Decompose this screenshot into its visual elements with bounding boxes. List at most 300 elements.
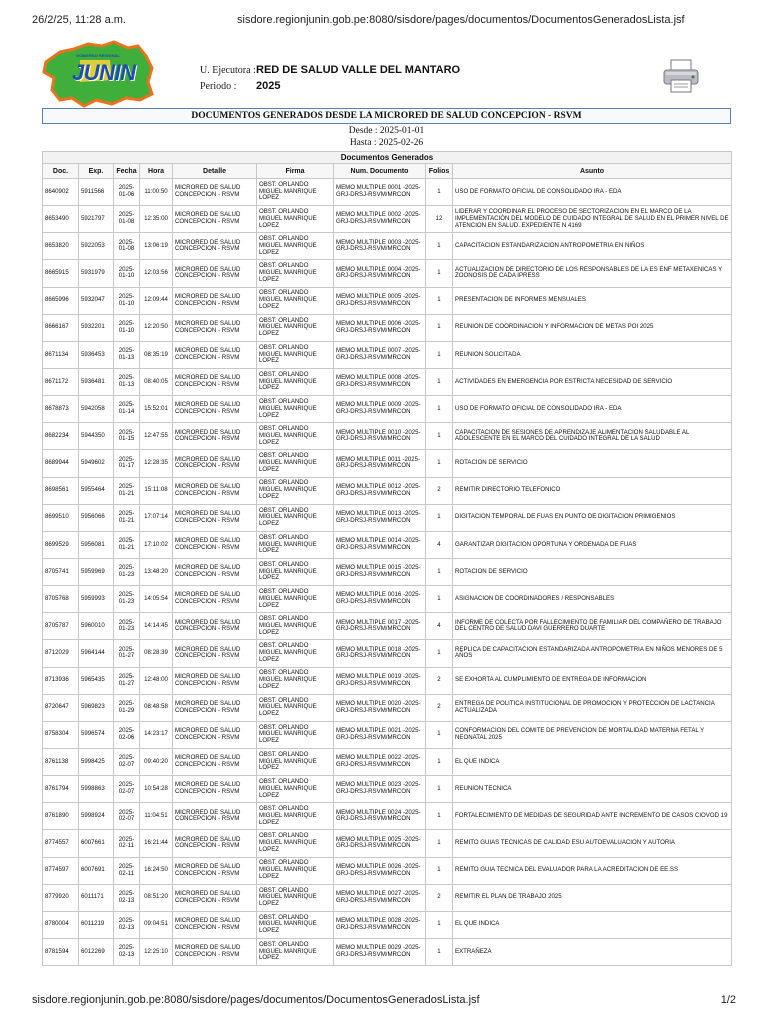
cell-folios: 1 bbox=[426, 640, 453, 667]
col-header-hora: Hora bbox=[140, 164, 173, 179]
cell-asunto: ACTUALIZACION DE DIRECTORIO DE LOS RESPONSABLES DE LA ES ENF METAXENICAS Y ZOONOSIS DE CADA IPRESS bbox=[453, 260, 732, 287]
cell-asunto: FORTALECIMIENTO DE MEDIDAS DE SEGURIDAD ANTE INCREMENTO DE CASOS CIOVOD 19 bbox=[453, 803, 732, 830]
table-row bbox=[43, 613, 732, 640]
table-row bbox=[43, 938, 732, 965]
cell-doc: 8699510 bbox=[43, 504, 79, 531]
cell-folios: 1 bbox=[426, 341, 453, 368]
cell-num-documento: MEMO MULTIPLE 0025 -2025-GRJ-DRSJ-RSVM/MRCON bbox=[334, 830, 426, 857]
cell-folios: 1 bbox=[426, 748, 453, 775]
printer-icon[interactable] bbox=[662, 58, 700, 94]
cell-exp: 5911566 bbox=[79, 179, 114, 206]
col-header-asunto: Asunto bbox=[453, 164, 732, 179]
cell-fecha: 2025- 01-14 bbox=[114, 396, 140, 423]
cell-detalle: MICRORED DE SALUD CONCEPCION - RSVM bbox=[173, 423, 257, 450]
cell-exp: 5959969 bbox=[79, 558, 114, 585]
cell-hora: 13:06:19 bbox=[140, 233, 173, 260]
cell-hora: 15:52:01 bbox=[140, 396, 173, 423]
cell-firma: OBST. ORLANDO MIGUEL MANRIQUE LOPEZ bbox=[257, 776, 334, 803]
cell-num-documento: MEMO MULTIPLE 0011 -2025-GRJ-DRSJ-RSVM/MRCON bbox=[334, 450, 426, 477]
cell-exp: 6007661 bbox=[79, 830, 114, 857]
cell-doc: 8761890 bbox=[43, 803, 79, 830]
cell-num-documento: MEMO MULTIPLE 0005 -2025-GRJ-DRSJ-RSVM/MRCON bbox=[334, 287, 426, 314]
cell-asunto: INFORME DE COLECTA POR FALLECIMIENTO DE FAMILIAR DEL COMPAÑERO DE TRABAJO DEL CENTRO DE SALUD DAVI GUERRERO DUARTE bbox=[453, 613, 732, 640]
cell-fecha: 2025- 02-11 bbox=[114, 830, 140, 857]
table-row bbox=[43, 667, 732, 694]
cell-hora: 12:47:55 bbox=[140, 423, 173, 450]
col-header-fecha: Fecha bbox=[114, 164, 140, 179]
cell-folios: 2 bbox=[426, 694, 453, 721]
cell-firma: OBST. ORLANDO MIGUEL MANRIQUE LOPEZ bbox=[257, 938, 334, 965]
cell-fecha: 2025- 01-15 bbox=[114, 423, 140, 450]
cell-detalle: MICRORED DE SALUD CONCEPCION - RSVM bbox=[173, 667, 257, 694]
cell-num-documento: MEMO MULTIPLE 0003 -2025-GRJ-DRSJ-RSVM/MRCON bbox=[334, 233, 426, 260]
cell-firma: OBST. ORLANDO MIGUEL MANRIQUE LOPEZ bbox=[257, 694, 334, 721]
cell-firma: OBST. ORLANDO MIGUEL MANRIQUE LOPEZ bbox=[257, 206, 334, 233]
cell-detalle: MICRORED DE SALUD CONCEPCION - RSVM bbox=[173, 206, 257, 233]
cell-num-documento: MEMO MULTIPLE 0001 -2025-GRJ-DRSJ-RSVM/MRCON bbox=[334, 179, 426, 206]
cell-firma: OBST. ORLANDO MIGUEL MANRIQUE LOPEZ bbox=[257, 423, 334, 450]
cell-folios: 1 bbox=[426, 558, 453, 585]
cell-fecha: 2025- 01-06 bbox=[114, 179, 140, 206]
cell-fecha: 2025- 01-21 bbox=[114, 504, 140, 531]
cell-exp: 5969823 bbox=[79, 694, 114, 721]
cell-detalle: MICRORED DE SALUD CONCEPCION - RSVM bbox=[173, 776, 257, 803]
cell-doc: 8705768 bbox=[43, 586, 79, 613]
cell-detalle: MICRORED DE SALUD CONCEPCION - RSVM bbox=[173, 531, 257, 558]
table-row bbox=[43, 287, 732, 314]
periodo-row bbox=[200, 76, 460, 92]
cell-firma: OBST. ORLANDO MIGUEL MANRIQUE LOPEZ bbox=[257, 396, 334, 423]
cell-firma: OBST. ORLANDO MIGUEL MANRIQUE LOPEZ bbox=[257, 450, 334, 477]
cell-folios: 2 bbox=[426, 667, 453, 694]
cell-num-documento: MEMO MULTIPLE 0006 -2025-GRJ-DRSJ-RSVM/MRCON bbox=[334, 314, 426, 341]
cell-num-documento: MEMO MULTIPLE 0014 -2025-GRJ-DRSJ-RSVM/MRCON bbox=[334, 531, 426, 558]
cell-asunto: DIGITACION TEMPORAL DE FUAS EN PUNTO DE DIGITACION PRIMIGENIOS bbox=[453, 504, 732, 531]
table-row bbox=[43, 748, 732, 775]
cell-detalle: MICRORED DE SALUD CONCEPCION - RSVM bbox=[173, 179, 257, 206]
cell-doc: 8761794 bbox=[43, 776, 79, 803]
cell-hora: 10:54:28 bbox=[140, 776, 173, 803]
cell-num-documento: MEMO MULTIPLE 0012 -2025-GRJ-DRSJ-RSVM/MRCON bbox=[334, 477, 426, 504]
cell-folios: 1 bbox=[426, 857, 453, 884]
col-header-folios: Folios bbox=[426, 164, 453, 179]
cell-fecha: 2025- 02-13 bbox=[114, 911, 140, 938]
table-row bbox=[43, 260, 732, 287]
cell-hora: 09:40:20 bbox=[140, 748, 173, 775]
cell-exp: 5936481 bbox=[79, 368, 114, 395]
cell-firma: OBST. ORLANDO MIGUEL MANRIQUE LOPEZ bbox=[257, 233, 334, 260]
cell-detalle: MICRORED DE SALUD CONCEPCION - RSVM bbox=[173, 504, 257, 531]
table-row bbox=[43, 776, 732, 803]
logo-top-text: GOBIERNO REGIONAL bbox=[76, 53, 121, 58]
cell-firma: OBST. ORLANDO MIGUEL MANRIQUE LOPEZ bbox=[257, 368, 334, 395]
cell-detalle: MICRORED DE SALUD CONCEPCION - RSVM bbox=[173, 450, 257, 477]
cell-firma: OBST. ORLANDO MIGUEL MANRIQUE LOPEZ bbox=[257, 260, 334, 287]
cell-firma: OBST. ORLANDO MIGUEL MANRIQUE LOPEZ bbox=[257, 884, 334, 911]
cell-folios: 12 bbox=[426, 206, 453, 233]
cell-folios: 1 bbox=[426, 314, 453, 341]
cell-exp: 5998425 bbox=[79, 748, 114, 775]
cell-firma: OBST. ORLANDO MIGUEL MANRIQUE LOPEZ bbox=[257, 504, 334, 531]
cell-folios: 2 bbox=[426, 477, 453, 504]
cell-hora: 08:40:05 bbox=[140, 368, 173, 395]
cell-asunto: GARANTIZAR DIGITACION OPORTUNA Y ORDENADA DE FUAS bbox=[453, 531, 732, 558]
cell-detalle: MICRORED DE SALUD CONCEPCION - RSVM bbox=[173, 748, 257, 775]
cell-asunto: ROTACION DE SERVICIO bbox=[453, 558, 732, 585]
cell-exp: 5921797 bbox=[79, 206, 114, 233]
cell-folios: 1 bbox=[426, 179, 453, 206]
cell-doc: 8713936 bbox=[43, 667, 79, 694]
cell-hora: 11:04:51 bbox=[140, 803, 173, 830]
cell-doc: 8720647 bbox=[43, 694, 79, 721]
cell-fecha: 2025- 01-23 bbox=[114, 558, 140, 585]
cell-hora: 15:11:08 bbox=[140, 477, 173, 504]
cell-exp: 5998924 bbox=[79, 803, 114, 830]
cell-hora: 16:21:44 bbox=[140, 830, 173, 857]
cell-firma: OBST. ORLANDO MIGUEL MANRIQUE LOPEZ bbox=[257, 287, 334, 314]
cell-hora: 08:51:20 bbox=[140, 884, 173, 911]
cell-num-documento: MEMO MULTIPLE 0002 -2025-GRJ-DRSJ-RSVM/MRCON bbox=[334, 206, 426, 233]
cell-num-documento: MEMO MULTIPLE 0008 -2025-GRJ-DRSJ-RSVM/MRCON bbox=[334, 368, 426, 395]
cell-folios: 1 bbox=[426, 586, 453, 613]
cell-folios: 1 bbox=[426, 803, 453, 830]
cell-hora: 08:48:58 bbox=[140, 694, 173, 721]
cell-asunto: REMITIR EL PLAN DE TRABAJO 2025 bbox=[453, 884, 732, 911]
cell-detalle: MICRORED DE SALUD CONCEPCION - RSVM bbox=[173, 694, 257, 721]
header-info bbox=[200, 60, 460, 92]
table-row bbox=[43, 857, 732, 884]
cell-firma: OBST. ORLANDO MIGUEL MANRIQUE LOPEZ bbox=[257, 477, 334, 504]
cell-num-documento: MEMO MULTIPLE 0007 -2025-GRJ-DRSJ-RSVM/MRCON bbox=[334, 341, 426, 368]
cell-asunto: REMITIR DIRECTORIO TELEFONICO bbox=[453, 477, 732, 504]
table-caption: Documentos Generados bbox=[43, 152, 732, 164]
cell-folios: 1 bbox=[426, 450, 453, 477]
cell-doc: 8705741 bbox=[43, 558, 79, 585]
table-row bbox=[43, 314, 732, 341]
cell-fecha: 2025- 01-08 bbox=[114, 233, 140, 260]
cell-doc: 8640902 bbox=[43, 179, 79, 206]
cell-asunto: USO DE FORMATO OFICIAL DE CONSOLIDADO IRA - EDA bbox=[453, 396, 732, 423]
cell-asunto: EXTRAÑEZA bbox=[453, 938, 732, 965]
cell-fecha: 2025- 02-07 bbox=[114, 748, 140, 775]
cell-num-documento: MEMO MULTIPLE 0017 -2025-GRJ-DRSJ-RSVM/MRCON bbox=[334, 613, 426, 640]
cell-folios: 1 bbox=[426, 911, 453, 938]
cell-doc: 8666167 bbox=[43, 314, 79, 341]
cell-folios: 1 bbox=[426, 504, 453, 531]
print-url: sisdore.regionjunin.gob.pe:8080/sisdore/pages/documentos/DocumentosGeneradosLista.jsf bbox=[237, 14, 685, 26]
cell-exp: 5931979 bbox=[79, 260, 114, 287]
cell-fecha: 2025- 01-10 bbox=[114, 287, 140, 314]
cell-doc: 8774597 bbox=[43, 857, 79, 884]
cell-detalle: MICRORED DE SALUD CONCEPCION - RSVM bbox=[173, 287, 257, 314]
cell-doc: 8653490 bbox=[43, 206, 79, 233]
cell-fecha: 2025- 01-27 bbox=[114, 640, 140, 667]
cell-detalle: MICRORED DE SALUD CONCEPCION - RSVM bbox=[173, 857, 257, 884]
cell-asunto: REUNION SOLICITADA bbox=[453, 341, 732, 368]
cell-asunto: USO DE FORMATO OFICIAL DE CONSOLIDADO IRA - EDA bbox=[453, 179, 732, 206]
cell-exp: 6007691 bbox=[79, 857, 114, 884]
cell-num-documento: MEMO MULTIPLE 0013 -2025-GRJ-DRSJ-RSVM/MRCON bbox=[334, 504, 426, 531]
cell-num-documento: MEMO MULTIPLE 0028 -2025-GRJ-DRSJ-RSVM/MRCON bbox=[334, 911, 426, 938]
cell-detalle: MICRORED DE SALUD CONCEPCION - RSVM bbox=[173, 314, 257, 341]
table-row bbox=[43, 233, 732, 260]
cell-firma: OBST. ORLANDO MIGUEL MANRIQUE LOPEZ bbox=[257, 803, 334, 830]
cell-folios: 1 bbox=[426, 233, 453, 260]
cell-hora: 17:10:02 bbox=[140, 531, 173, 558]
cell-hora: 13:48:20 bbox=[140, 558, 173, 585]
cell-hora: 12:09:44 bbox=[140, 287, 173, 314]
col-header-exp: Exp. bbox=[79, 164, 114, 179]
cell-asunto: CAPACITACION ESTANDARIZACION ANTROPOMETRIA EN NIÑOS bbox=[453, 233, 732, 260]
cell-asunto: ROTACION DE SERVICIO bbox=[453, 450, 732, 477]
footer-url: sisdore.regionjunin.gob.pe:8080/sisdore/pages/documentos/DocumentosGeneradosLista.jsf bbox=[32, 994, 480, 1006]
table-row bbox=[43, 531, 732, 558]
cell-exp: 5996574 bbox=[79, 721, 114, 748]
cell-doc: 8698561 bbox=[43, 477, 79, 504]
cell-detalle: MICRORED DE SALUD CONCEPCION - RSVM bbox=[173, 586, 257, 613]
table-row bbox=[43, 694, 732, 721]
cell-fecha: 2025- 02-06 bbox=[114, 721, 140, 748]
cell-fecha: 2025- 01-29 bbox=[114, 694, 140, 721]
cell-detalle: MICRORED DE SALUD CONCEPCION - RSVM bbox=[173, 938, 257, 965]
unidad-row bbox=[200, 60, 460, 76]
cell-asunto: ASIGNACION DE COORDINADORES / RESPONSABLES bbox=[453, 586, 732, 613]
cell-asunto: REUNION DE COORDINACION Y INFORMACION DE METAS POI 2025 bbox=[453, 314, 732, 341]
cell-num-documento: MEMO MULTIPLE 0023 -2025-GRJ-DRSJ-RSVM/MRCON bbox=[334, 776, 426, 803]
table-row bbox=[43, 423, 732, 450]
cell-detalle: MICRORED DE SALUD CONCEPCION - RSVM bbox=[173, 396, 257, 423]
cell-firma: OBST. ORLANDO MIGUEL MANRIQUE LOPEZ bbox=[257, 721, 334, 748]
cell-folios: 1 bbox=[426, 721, 453, 748]
table-row bbox=[43, 640, 732, 667]
cell-num-documento: MEMO MULTIPLE 0009 -2025-GRJ-DRSJ-RSVM/MRCON bbox=[334, 396, 426, 423]
periodo-label: Periodo : bbox=[200, 81, 237, 92]
cell-asunto: ENTREGA DE POLITICA INSTITUCIONAL DE PROMOCION Y PROTECCION DE LACTANCIA ACTUALIZADA bbox=[453, 694, 732, 721]
cell-doc: 8671172 bbox=[43, 368, 79, 395]
cell-hora: 12:25:10 bbox=[140, 938, 173, 965]
table-row bbox=[43, 830, 732, 857]
cell-folios: 1 bbox=[426, 830, 453, 857]
cell-firma: OBST. ORLANDO MIGUEL MANRIQUE LOPEZ bbox=[257, 911, 334, 938]
cell-hora: 09:04:51 bbox=[140, 911, 173, 938]
col-header-num-documento: Num. Documento bbox=[334, 164, 426, 179]
hasta-text: Hasta : 2025-02-26 bbox=[349, 138, 424, 148]
print-header bbox=[32, 14, 736, 28]
cell-doc: 8712029 bbox=[43, 640, 79, 667]
cell-exp: 5949602 bbox=[79, 450, 114, 477]
cell-doc: 8682234 bbox=[43, 423, 79, 450]
cell-hora: 11:00:50 bbox=[140, 179, 173, 206]
cell-hora: 08:28:39 bbox=[140, 640, 173, 667]
cell-firma: OBST. ORLANDO MIGUEL MANRIQUE LOPEZ bbox=[257, 586, 334, 613]
cell-num-documento: MEMO MULTIPLE 0004 -2025-GRJ-DRSJ-RSVM/MRCON bbox=[334, 260, 426, 287]
cell-num-documento: MEMO MULTIPLE 0016 -2025-GRJ-DRSJ-RSVM/MRCON bbox=[334, 586, 426, 613]
cell-folios: 1 bbox=[426, 396, 453, 423]
cell-firma: OBST. ORLANDO MIGUEL MANRIQUE LOPEZ bbox=[257, 531, 334, 558]
cell-fecha: 2025- 01-21 bbox=[114, 531, 140, 558]
desde-text: Desde : 2025-01-01 bbox=[348, 126, 425, 136]
cell-doc: 8779920 bbox=[43, 884, 79, 911]
cell-detalle: MICRORED DE SALUD CONCEPCION - RSVM bbox=[173, 911, 257, 938]
cell-folios: 1 bbox=[426, 938, 453, 965]
cell-asunto: REUNION TECNICA bbox=[453, 776, 732, 803]
cell-fecha: 2025- 01-10 bbox=[114, 314, 140, 341]
cell-asunto: EL QUE INDICA bbox=[453, 748, 732, 775]
cell-fecha: 2025- 02-07 bbox=[114, 776, 140, 803]
cell-num-documento: MEMO MULTIPLE 0010 -2025-GRJ-DRSJ-RSVM/MRCON bbox=[334, 423, 426, 450]
cell-exp: 5964144 bbox=[79, 640, 114, 667]
cell-doc: 8665915 bbox=[43, 260, 79, 287]
cell-exp: 5998863 bbox=[79, 776, 114, 803]
cell-hora: 12:48:00 bbox=[140, 667, 173, 694]
cell-exp: 5944350 bbox=[79, 423, 114, 450]
table-header-row bbox=[43, 164, 732, 179]
cell-firma: OBST. ORLANDO MIGUEL MANRIQUE LOPEZ bbox=[257, 179, 334, 206]
periodo-value: 2025 bbox=[256, 80, 281, 92]
cell-folios: 4 bbox=[426, 613, 453, 640]
cell-asunto: REMITO GUIAS TECNICAS DE CALIDAD ESU AUTOEVALUACION Y AUTORIA bbox=[453, 830, 732, 857]
cell-firma: OBST. ORLANDO MIGUEL MANRIQUE LOPEZ bbox=[257, 613, 334, 640]
cell-asunto: REMITO GUIA TECNICA DEL EVALUADOR PARA LA ACREDITACION DE EE.SS bbox=[453, 857, 732, 884]
cell-exp: 5956081 bbox=[79, 531, 114, 558]
cell-folios: 1 bbox=[426, 287, 453, 314]
cell-exp: 6012269 bbox=[79, 938, 114, 965]
documents-table bbox=[42, 151, 732, 966]
page-number: 1/2 bbox=[720, 994, 736, 1006]
cell-num-documento: MEMO MULTIPLE 0020 -2025-GRJ-DRSJ-RSVM/MRCON bbox=[334, 694, 426, 721]
table-row bbox=[43, 206, 732, 233]
cell-asunto: EL QUE INDICA bbox=[453, 911, 732, 938]
cell-doc: 8761138 bbox=[43, 748, 79, 775]
table-row bbox=[43, 911, 732, 938]
cell-fecha: 2025- 01-17 bbox=[114, 450, 140, 477]
cell-hora: 12:28:35 bbox=[140, 450, 173, 477]
cell-folios: 1 bbox=[426, 260, 453, 287]
cell-detalle: MICRORED DE SALUD CONCEPCION - RSVM bbox=[173, 558, 257, 585]
col-header-detalle: Detalle bbox=[173, 164, 257, 179]
cell-exp: 5965435 bbox=[79, 667, 114, 694]
cell-doc: 8665996 bbox=[43, 287, 79, 314]
print-timestamp: 26/2/25, 11:28 a.m. bbox=[32, 14, 126, 26]
table-row bbox=[43, 721, 732, 748]
cell-hora: 16:24:50 bbox=[140, 857, 173, 884]
cell-exp: 5922053 bbox=[79, 233, 114, 260]
junin-logo bbox=[40, 40, 158, 108]
cell-asunto: REPLICA DE CAPACITACION ESTANDARIZADA ANTROPOMETRIA EN NIÑOS MENORES DE 5 AÑOS bbox=[453, 640, 732, 667]
cell-hora: 12:35:00 bbox=[140, 206, 173, 233]
cell-exp: 5956066 bbox=[79, 504, 114, 531]
cell-firma: OBST. ORLANDO MIGUEL MANRIQUE LOPEZ bbox=[257, 640, 334, 667]
unidad-label: U. Ejecutora : bbox=[200, 65, 256, 76]
cell-detalle: MICRORED DE SALUD CONCEPCION - RSVM bbox=[173, 721, 257, 748]
cell-fecha: 2025- 01-13 bbox=[114, 368, 140, 395]
cell-detalle: MICRORED DE SALUD CONCEPCION - RSVM bbox=[173, 477, 257, 504]
cell-doc: 8780004 bbox=[43, 911, 79, 938]
cell-asunto: PRESENTACION DE INFORMES MENSUALES bbox=[453, 287, 732, 314]
cell-exp: 6011171 bbox=[79, 884, 114, 911]
cell-detalle: MICRORED DE SALUD CONCEPCION - RSVM bbox=[173, 613, 257, 640]
cell-detalle: MICRORED DE SALUD CONCEPCION - RSVM bbox=[173, 830, 257, 857]
cell-firma: OBST. ORLANDO MIGUEL MANRIQUE LOPEZ bbox=[257, 748, 334, 775]
cell-fecha: 2025- 01-27 bbox=[114, 667, 140, 694]
table-row bbox=[43, 368, 732, 395]
cell-exp: 5936453 bbox=[79, 341, 114, 368]
cell-exp: 5959993 bbox=[79, 586, 114, 613]
cell-exp: 5932201 bbox=[79, 314, 114, 341]
table-row bbox=[43, 586, 732, 613]
cell-fecha: 2025- 01-23 bbox=[114, 586, 140, 613]
cell-firma: OBST. ORLANDO MIGUEL MANRIQUE LOPEZ bbox=[257, 341, 334, 368]
cell-firma: OBST. ORLANDO MIGUEL MANRIQUE LOPEZ bbox=[257, 857, 334, 884]
cell-exp: 5960010 bbox=[79, 613, 114, 640]
cell-folios: 2 bbox=[426, 884, 453, 911]
cell-hora: 08:35:19 bbox=[140, 341, 173, 368]
cell-fecha: 2025- 01-08 bbox=[114, 206, 140, 233]
cell-num-documento: MEMO MULTIPLE 0021 -2025-GRJ-DRSJ-RSVM/MRCON bbox=[334, 721, 426, 748]
cell-doc: 8671134 bbox=[43, 341, 79, 368]
cell-num-documento: MEMO MULTIPLE 0024 -2025-GRJ-DRSJ-RSVM/MRCON bbox=[334, 803, 426, 830]
cell-doc: 8653820 bbox=[43, 233, 79, 260]
cell-asunto: SE EXHORTA AL CUMPLIMIENTO DE ENTREGA DE INFORMACION bbox=[453, 667, 732, 694]
table-row bbox=[43, 341, 732, 368]
cell-folios: 1 bbox=[426, 776, 453, 803]
cell-hora: 14:05:54 bbox=[140, 586, 173, 613]
table-row bbox=[43, 450, 732, 477]
cell-exp: 5955464 bbox=[79, 477, 114, 504]
cell-hora: 14:23:17 bbox=[140, 721, 173, 748]
cell-folios: 4 bbox=[426, 531, 453, 558]
cell-num-documento: MEMO MULTIPLE 0022 -2025-GRJ-DRSJ-RSVM/MRCON bbox=[334, 748, 426, 775]
cell-firma: OBST. ORLANDO MIGUEL MANRIQUE LOPEZ bbox=[257, 314, 334, 341]
cell-detalle: MICRORED DE SALUD CONCEPCION - RSVM bbox=[173, 233, 257, 260]
cell-asunto: LIDERAR Y COORDINAR EL PROCESO DE SECTORIZACION EN EL MARCO DE LA IMPLEMENTACIÓN DEL MODELO DE CUIDADO INTEGRAL DE SALUD EN EL PRIMER NIVEL DE ATENCION EN SALUD. EXPEDIENTE N 4169 bbox=[453, 206, 732, 233]
cell-doc: 8678873 bbox=[43, 396, 79, 423]
cell-asunto: ACTIVIDADES EN EMERGENCIA POR ESTRICTA NECESIDAD DE SERVICIO bbox=[453, 368, 732, 395]
cell-doc: 8705787 bbox=[43, 613, 79, 640]
cell-exp: 6011219 bbox=[79, 911, 114, 938]
cell-hora: 12:20:50 bbox=[140, 314, 173, 341]
cell-firma: OBST. ORLANDO MIGUEL MANRIQUE LOPEZ bbox=[257, 830, 334, 857]
table-row bbox=[43, 558, 732, 585]
cell-fecha: 2025- 01-21 bbox=[114, 477, 140, 504]
cell-detalle: MICRORED DE SALUD CONCEPCION - RSVM bbox=[173, 368, 257, 395]
cell-fecha: 2025- 02-13 bbox=[114, 884, 140, 911]
cell-doc: 8758304 bbox=[43, 721, 79, 748]
cell-fecha: 2025- 01-23 bbox=[114, 613, 140, 640]
cell-hora: 14:14:45 bbox=[140, 613, 173, 640]
table-row bbox=[43, 477, 732, 504]
col-header-firma: Firma bbox=[257, 164, 334, 179]
cell-hora: 12:03:56 bbox=[140, 260, 173, 287]
cell-detalle: MICRORED DE SALUD CONCEPCION - RSVM bbox=[173, 640, 257, 667]
cell-num-documento: MEMO MULTIPLE 0018 -2025-GRJ-DRSJ-RSVM/MRCON bbox=[334, 640, 426, 667]
cell-doc: 8699529 bbox=[43, 531, 79, 558]
cell-detalle: MICRORED DE SALUD CONCEPCION - RSVM bbox=[173, 884, 257, 911]
cell-fecha: 2025- 01-13 bbox=[114, 341, 140, 368]
table-row bbox=[43, 803, 732, 830]
cell-fecha: 2025- 01-10 bbox=[114, 260, 140, 287]
page-title: DOCUMENTOS GENERADOS DESDE LA MICRORED DE SALUD CONCEPCION - RSVM bbox=[42, 108, 731, 124]
table-row bbox=[43, 504, 732, 531]
cell-doc: 8689944 bbox=[43, 450, 79, 477]
cell-folios: 1 bbox=[426, 423, 453, 450]
cell-detalle: MICRORED DE SALUD CONCEPCION - RSVM bbox=[173, 341, 257, 368]
cell-exp: 5942058 bbox=[79, 396, 114, 423]
cell-folios: 1 bbox=[426, 368, 453, 395]
table-row bbox=[43, 884, 732, 911]
logo-text: JUNIN bbox=[72, 60, 136, 85]
cell-num-documento: MEMO MULTIPLE 0029 -2025-GRJ-DRSJ-RSVM/MRCON bbox=[334, 938, 426, 965]
